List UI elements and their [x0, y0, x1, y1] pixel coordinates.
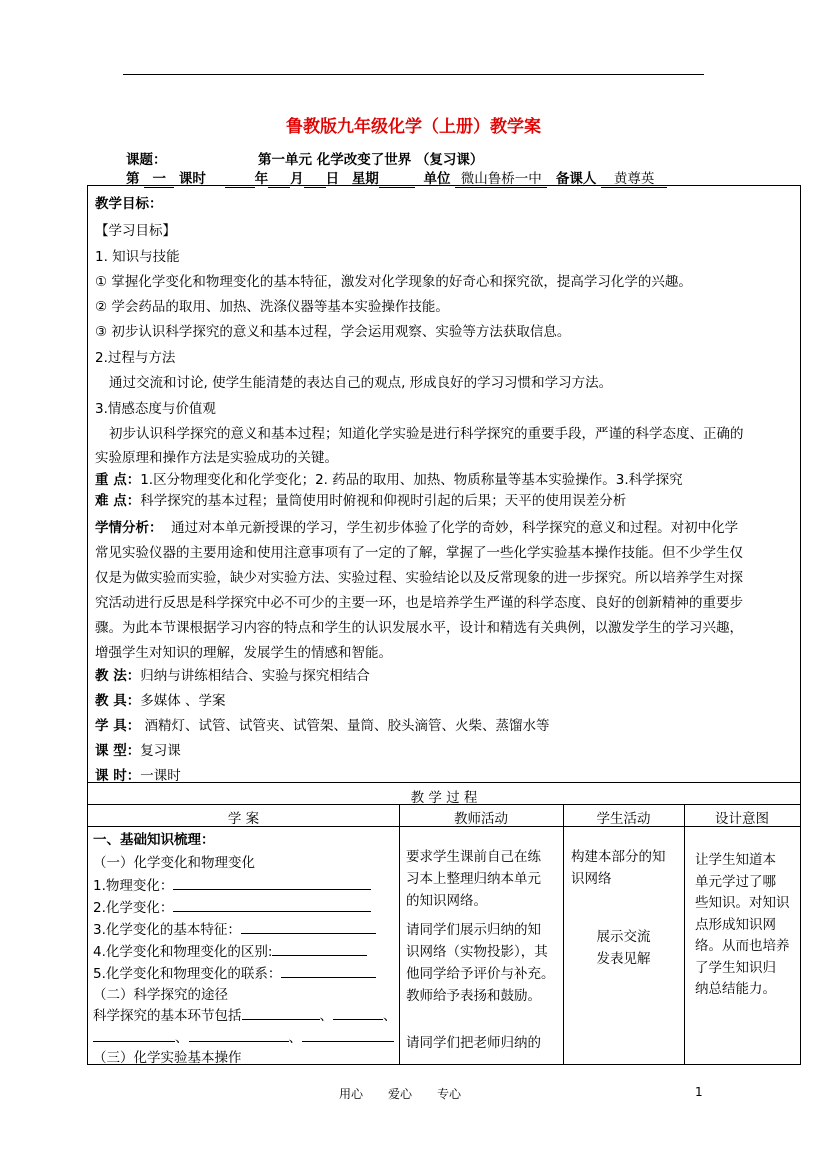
- blank-step-2: [333, 1007, 383, 1020]
- situation-line-5: 骤。为此本节课根据学习内容的特点和学生的认识发展水平，设计和精选有关典例，以激发学生的学习兴趣，: [95, 620, 743, 636]
- lesson-type-label: 课 型：: [95, 743, 141, 759]
- teacher-activity-2-line: 教师给予表扬和鼓励。: [406, 988, 541, 1004]
- blank-step-3: [93, 1029, 175, 1042]
- lesson-di: 第: [126, 171, 140, 187]
- process-header: 教 学 过 程: [410, 790, 478, 806]
- student-activity-1-line: 识网络: [571, 871, 612, 887]
- weekday-label: 星期: [351, 171, 379, 187]
- attitude-line-2: 实验原理和操作方法是实验成功的关键。: [95, 450, 338, 466]
- blank-chemical-change: [173, 899, 371, 912]
- learning-goals-heading: 【学习目标】: [95, 223, 176, 239]
- document-title: 鲁教版九年级化学（上册）教学案: [286, 117, 541, 137]
- topic-value: 第一单元 化学改变了世界 （复习课）: [258, 152, 484, 168]
- basic-knowledge-heading: 一、基础知识梳理：: [93, 832, 215, 848]
- difficulty-label: 难 点：: [95, 493, 141, 509]
- inquiry-section-heading: （二）科学探究的途径: [93, 987, 228, 1003]
- student-activity-2-line: 展示交流: [596, 929, 651, 945]
- lesson-number: 一: [144, 167, 174, 188]
- q-relation: 5.化学变化和物理变化的联系：: [93, 966, 282, 982]
- separator: 、: [319, 1008, 333, 1024]
- key-point-text: 1.区分物理变化和化学变化；2. 药品的取用、加热、物质称量等基本实验操作。3.科学探究: [140, 472, 683, 488]
- situation-line-3: 仅是为做实验而实验，缺少对实验方法、实验过程、实验结论以及反常现象的进一步探究。所以培养学生对探: [95, 570, 743, 586]
- situation-line-1: 通过对本单元新授课的学习，学生初步体验了化学的奇妙，科学探究的意义和过程。对初中化学: [171, 520, 739, 536]
- topic-label: 课题：: [126, 152, 167, 168]
- teacher-activity-2: [406, 919, 555, 1007]
- teaching-aids-label: 教 具：: [95, 693, 141, 709]
- design-intent-line: 点形成知识网: [695, 916, 776, 933]
- key-point-label: 重 点：: [95, 472, 141, 488]
- blank-difference: [272, 943, 367, 956]
- preparer-value: 黄尊英: [601, 167, 667, 188]
- col-header-intent: 设计意图: [715, 811, 769, 827]
- design-intent-line: 纳总结能力。: [695, 981, 776, 997]
- blank-chemical-feature: [241, 921, 376, 934]
- blank-step-5: [302, 1029, 394, 1042]
- lab-ops-section-heading: （三）化学实验基本操作: [93, 1050, 242, 1066]
- teacher-activity-3: 请同学们把老师归纳的: [406, 1035, 541, 1051]
- q-chemical-feature: 3.化学变化的基本特征：: [93, 922, 241, 938]
- process-method-text: 通过交流和讨论, 使学生能清楚的表达自己的观点, 形成良好的学习习惯和学习方法。: [109, 375, 613, 391]
- situation-label: 学情分析：: [95, 520, 163, 536]
- design-intent-line: 了学生知识归: [695, 959, 776, 976]
- attitude-line-1: 初步认识科学探究的意义和基本过程；知道化学实验是进行科学探究的重要手段，严谨的科学态度、正确的: [109, 426, 744, 442]
- q-chemical-change: 2.化学变化：: [93, 900, 174, 916]
- footer-slogan-1: 用心: [339, 1087, 364, 1101]
- separator: 、: [175, 1030, 189, 1046]
- design-intent: [695, 850, 790, 1001]
- knowledge-skills-title: 1. 知识与技能: [95, 249, 180, 265]
- footer-slogan-3: 专心: [437, 1087, 462, 1101]
- teacher-activity-2-line: 请同学们展示归纳的知: [406, 922, 541, 938]
- col-header-teacher: 教师活动: [454, 811, 508, 827]
- lesson-plan-table: [87, 185, 801, 1065]
- design-intent-line: 让学生知道本: [695, 852, 776, 868]
- learning-tools-text: 酒精灯、试管、试管夹、试管架、量筒、胶头滴管、火柴、蒸馏水等: [140, 718, 550, 734]
- teaching-aids-text: 多媒体 、学案: [140, 693, 226, 709]
- header-rule: [123, 74, 704, 75]
- teacher-activity-1-line: 习本上整理归纳本单元: [406, 871, 541, 887]
- process-method-title: 2.过程与方法: [95, 350, 176, 366]
- student-activity-1: [571, 846, 666, 890]
- q-difference: 4.化学变化和物理变化的区别:: [93, 944, 273, 960]
- attitude-title: 3.情感态度与价值观: [95, 401, 216, 417]
- footer-slogan-2: 爱心: [388, 1087, 413, 1101]
- unit-value: 微山鲁桥一中: [455, 167, 547, 188]
- teacher-activity-1: [406, 846, 541, 912]
- unit-label: 单位: [423, 171, 451, 187]
- design-intent-line: 络。从而也培养: [695, 938, 790, 954]
- page-number: 1: [695, 1085, 703, 1099]
- design-intent-line: 些知识。对知识: [695, 895, 790, 911]
- blank-relation: [281, 965, 376, 978]
- goal-item-3: ③ 初步认识科学探究的意义和基本过程，学会运用观察、实验等方法获取信息。: [95, 324, 571, 340]
- col-header-student: 学生活动: [596, 811, 651, 827]
- student-activity-2-line: 发表见解: [596, 951, 651, 967]
- blank-physical-change: [173, 877, 371, 890]
- design-intent-line: 单元学过了哪: [695, 873, 776, 890]
- q-inquiry-steps: 科学探究的基本环节包括: [93, 1008, 242, 1024]
- teaching-method-label: 教 法：: [95, 668, 141, 684]
- column-divider-3: [684, 804, 685, 1065]
- separator: 、: [383, 1008, 397, 1024]
- situation-line-4: 究活动进行反思是科学探究中必不可少的主要一环，也是培养学生严谨的科学态度、良好的创新精神的重要步: [95, 595, 743, 611]
- process-top-border: [88, 782, 800, 783]
- blank-step-1: [242, 1007, 320, 1020]
- column-divider-1: [399, 804, 400, 1065]
- student-activity-2: [563, 926, 684, 970]
- objectives-heading: 教学目标：: [95, 196, 163, 212]
- day-label: 日: [325, 171, 340, 187]
- student-activity-1-line: 构建本部分的知: [571, 849, 666, 865]
- blank-step-4: [189, 1029, 289, 1042]
- process-header-border: [88, 804, 800, 805]
- teacher-activity-1-line: 的知识网络。: [406, 893, 487, 909]
- teacher-activity-1-line: 要求学生课前自己在练: [406, 849, 541, 865]
- preparer-label: 备课人: [555, 171, 597, 187]
- q-physical-change: 1.物理变化：: [93, 878, 174, 894]
- separator: 、: [288, 1030, 302, 1046]
- goal-item-1: ① 掌握化学变化和物理变化的基本特征，激发对化学现象的好奇心和探究欲，提高学习化学的兴趣。: [95, 274, 692, 290]
- teacher-activity-2-line: 他同学给予评价与补充。: [406, 966, 555, 982]
- month-label: 月: [290, 171, 304, 187]
- teacher-activity-2-line: 识网络（实物投影），其: [406, 944, 548, 960]
- col-header-xuean: 学 案: [227, 811, 260, 827]
- situation-line-6: 增强学生对知识的理解，发展学生的情感和智能。: [95, 645, 392, 661]
- teaching-method-text: 归纳与讲练相结合、实验与探究相结合: [140, 668, 370, 684]
- difficulty-text: 科学探究的基本过程；量筒使用时俯视和仰视时引起的后果；天平的使用误差分析: [140, 493, 627, 509]
- goal-item-2: ② 学会药品的取用、加热、洗涤仪器等基本实验操作技能。: [95, 299, 449, 315]
- lesson-hours-text: 一课时: [140, 768, 181, 784]
- learning-tools-label: 学 具：: [95, 718, 141, 734]
- situation-line-2: 常见实验仪器的主要用途和使用注意事项有了一定的了解，掌握了一些化学实验基本操作技能。但不少学生仅: [95, 545, 743, 561]
- lesson-type-text: 复习课: [140, 743, 181, 759]
- change-section-heading: （一）化学变化和物理变化: [93, 855, 255, 871]
- year-label: 年: [254, 171, 269, 187]
- lesson-hours-label: 课 时：: [95, 768, 141, 784]
- lesson-keshi: 课时: [178, 171, 206, 187]
